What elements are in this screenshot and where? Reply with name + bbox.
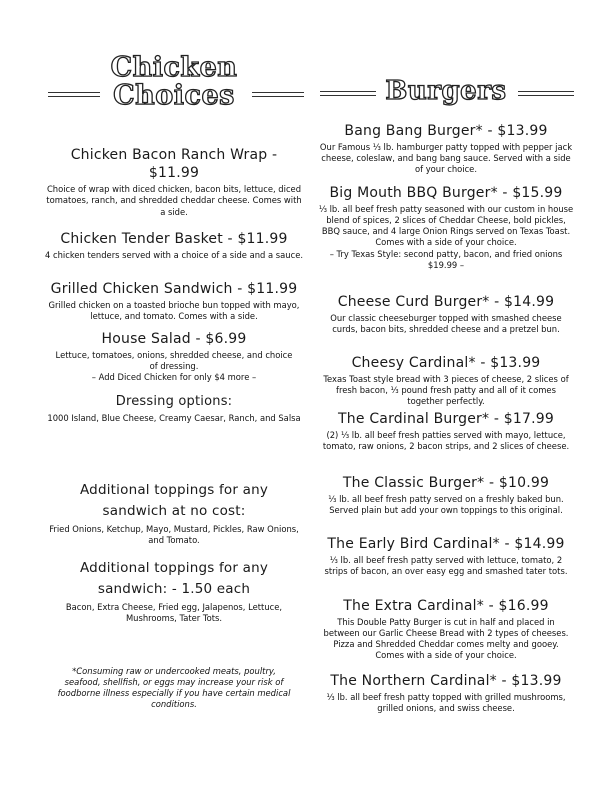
item-description: (2) ⅓ lb. all beef fresh patties served with mayo, lettuce, tomato, raw onions, 2 bacon strips, and 2 slices of cheese. [322, 430, 570, 452]
item-description: Our classic cheeseburger topped with smashed cheese curds, bacon bits, shredded cheese and a pretzel bun. [330, 313, 562, 335]
item-title: The Northern Cardinal* - $13.99 [330, 673, 562, 689]
item-title: The Early Bird Cardinal* - $14.99 [327, 536, 565, 552]
item-description: Texas Toast style bread with 3 pieces of cheese, 2 slices of fresh bacon, ⅓ pound fresh patty and all of it comes together perfectly. [323, 374, 569, 407]
menu-item [44, 280, 304, 322]
item-title: Chicken Bacon Ranch Wrap - $11.99 [70, 147, 278, 182]
dressing-title: Dressing options: [115, 394, 233, 409]
item-description: Our Famous ⅓ lb. hamburger patty topped with pepper jack cheese, coleslaw, and bang bang sauce. Served with a side of your choice. [319, 142, 573, 175]
dressing-options [44, 394, 304, 424]
item-description: This Double Patty Burger is cut in half and placed in between our Garlic Cheese Bread with 2 types of cheeses. Pizza and Shredded Cheddar comes melty and gooey. Comes with a side of your choice. [323, 617, 569, 661]
free-toppings [44, 480, 304, 546]
chicken-section-title [44, 54, 304, 111]
item-title: The Cardinal Burger* - $17.99 [338, 411, 554, 427]
free-toppings-title: Additional toppings for any sandwich at no cost: [79, 482, 269, 519]
item-description: ⅓ lb. all beef fresh patty seasoned with our custom in house blend of spices, 2 slices of Cheddar Cheese, bold pickles, BBQ sauce, and 4 large Onion Rings served on Texas Toast. Comes with a side of your choice. [318, 204, 574, 248]
burgers-section-title: Burgers [385, 76, 507, 106]
disclaimer [44, 664, 304, 710]
menu-item [318, 293, 574, 335]
menu-item [44, 146, 304, 218]
item-description: ⅓ lb. all beef fresh patty served on a freshly baked bun. Served plain but add your own toppings to this original. [328, 494, 564, 516]
item-note: – Try Texas Style: second patty, bacon, and fried onions $19.99 – [329, 248, 563, 270]
menu-item [318, 672, 574, 714]
item-title: The Extra Cardinal* - $16.99 [343, 598, 549, 614]
item-title: Grilled Chicken Sandwich - $11.99 [50, 281, 298, 297]
chicken-title-line2: Choices [113, 80, 235, 112]
item-note: – Add Diced Chicken for only $4 more – [91, 372, 257, 383]
item-title: Chicken Tender Basket - $11.99 [60, 231, 288, 247]
menu-item [44, 330, 304, 383]
paid-toppings-title: Additional toppings for any sandwich: - 1.50 each [79, 560, 269, 597]
disclaimer-text: *Consuming raw or undercooked meats, poultry, seafood, shellfish, or eggs may increase your risk of foodborne illness especially if you have certain medical conditions. [57, 666, 291, 710]
chicken-title-line1: Chicken [110, 52, 238, 83]
menu-item [318, 184, 574, 271]
menu-item [318, 122, 574, 175]
menu-item [318, 597, 574, 662]
menu-item [318, 354, 574, 407]
menu-item [318, 535, 574, 577]
item-title: Cheesy Cardinal* - $13.99 [351, 355, 541, 371]
menu-item [318, 474, 574, 516]
paid-toppings [44, 558, 304, 624]
free-toppings-list: Fried Onions, Ketchup, Mayo, Mustard, Pickles, Raw Onions, and Tomato. [49, 523, 299, 545]
item-description: Lettuce, tomatoes, onions, shredded cheese, and choice of dressing. [55, 350, 293, 372]
item-title: Bang Bang Burger* - $13.99 [344, 123, 548, 139]
dressing-list: 1000 Island, Blue Cheese, Creamy Caesar, Ranch, and Salsa [47, 412, 301, 423]
item-title: Big Mouth BBQ Burger* - $15.99 [329, 185, 563, 201]
item-title: The Classic Burger* - $10.99 [342, 475, 550, 491]
item-description: ⅓ lb. all beef fresh patty served with lettuce, tomato, 2 strips of bacon, an over easy egg and smashed tater tots. [324, 555, 568, 577]
item-title: House Salad - $6.99 [101, 331, 247, 347]
menu-item [318, 410, 574, 452]
item-description: Grilled chicken on a toasted brioche bun topped with mayo, lettuce, and tomato. Comes with a side. [48, 300, 300, 322]
item-description: ⅓ lb. all beef fresh patty topped with grilled mushrooms, grilled onions, and swiss cheese. [326, 692, 566, 714]
paid-toppings-list: Bacon, Extra Cheese, Fried egg, Jalapenos, Lettuce, Mushrooms, Tater Tots. [65, 601, 283, 623]
menu-item [44, 230, 304, 261]
item-description: 4 chicken tenders served with a choice of a side and a sauce. [44, 250, 304, 261]
item-description: Choice of wrap with diced chicken, bacon bits, lettuce, diced tomatoes, ranch, and shredded cheddar cheese. Comes with a side. [46, 184, 302, 217]
item-title: Cheese Curd Burger* - $14.99 [337, 294, 555, 310]
